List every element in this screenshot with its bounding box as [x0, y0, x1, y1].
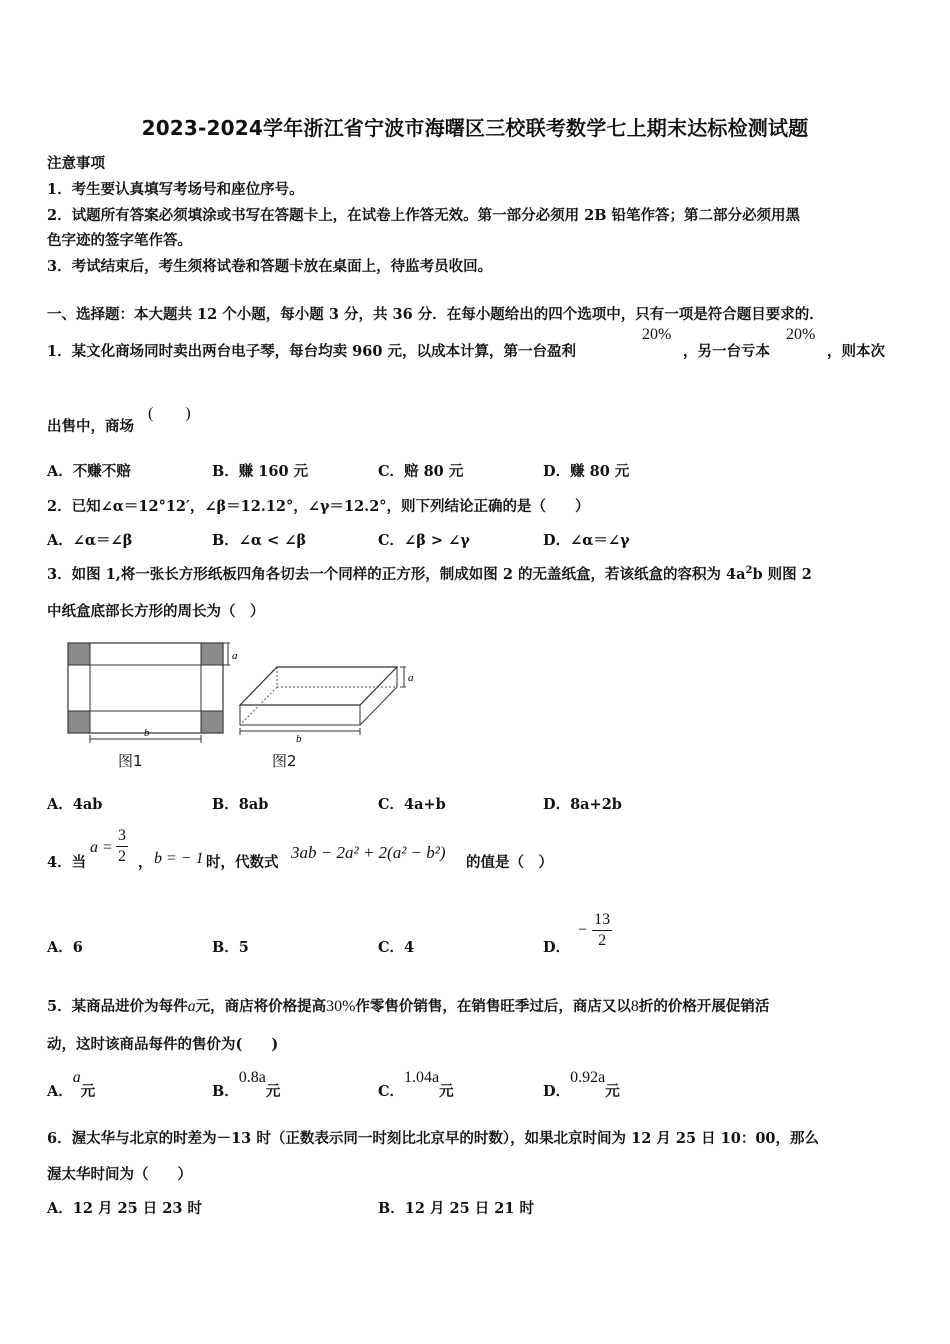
- q4-b-expr: b = − 1: [154, 850, 204, 867]
- q4-option-b: B．5: [212, 939, 249, 956]
- q4-a-var: a =: [90, 839, 113, 856]
- q1-pct1: 20%: [642, 326, 672, 343]
- notice-item: 1．考生要认真填写考场号和座位序号。: [47, 181, 304, 198]
- q4-option-c: C．4: [378, 939, 415, 956]
- q5-option-a: A．a元: [47, 1069, 96, 1100]
- q1-line2: 出售中，商场: [47, 418, 134, 435]
- q2-option-c: C．∠β > ∠γ: [378, 532, 470, 549]
- q3-option-d: D．8a+2b: [543, 796, 622, 813]
- q6-option-b: B．12 月 25 日 21 时: [378, 1200, 535, 1217]
- figure-1: [60, 635, 250, 750]
- q1-paren: ( ): [148, 405, 191, 422]
- q6-line1: 6．渥太华与北京的时差为－13 时（正数表示同一时刻比北京早的时数），如果北京时间为 12 月 25 日 10：00，那么: [47, 1130, 820, 1147]
- q1-option-c: C．赔 80 元: [378, 463, 464, 480]
- q2-option-b: B．∠α < ∠β: [212, 532, 307, 549]
- q5-option-c: C．1.04a元: [378, 1069, 454, 1100]
- q4-prefix: 4．当: [47, 854, 87, 871]
- q6-line2: 渥太华时间为（ ）: [47, 1166, 192, 1183]
- q1-option-b: B．赚 160 元: [212, 463, 309, 480]
- q4-a-frac: $\frac{3}{2}$: [118, 827, 126, 865]
- q1-option-a: A．不赚不赔: [47, 463, 131, 480]
- notice-item: 3．考试结束后，考生须将试卷和答题卡放在桌面上，待监考员收回。: [47, 258, 493, 275]
- page-title: 2023-2024学年浙江省宁波市海曙区三校联考数学七上期末达标检测试题: [141, 116, 809, 140]
- q1-text-2: ，另一台亏本: [683, 343, 770, 360]
- section-heading: 一、选择题：本大题共 12 个小题，每小题 3 分，共 36 分．在每小题给出的四个选项中，只有一项是符合题目要求的．: [47, 306, 824, 323]
- q2-option-d: D．∠α＝∠γ: [543, 532, 630, 549]
- fig1-dim-a: a: [232, 650, 238, 662]
- q3-text: 3．如图 1,将一张长方形纸板四角各切去一个同样的正方形，制成如图 2 的无盖纸盒，若该纸盒的容积为 $4a^2b$ 则图 2: [47, 565, 812, 583]
- q4-mid: 时，代数式: [206, 854, 279, 871]
- notice-heading: 注意事项: [47, 155, 105, 172]
- q5-option-d: D．0.92a元: [543, 1069, 620, 1100]
- figure-2: [232, 655, 422, 745]
- fig2-dim-a: a: [408, 672, 414, 684]
- notice-item: 2．试题所有答案必须填涂或书写在答题卡上，在试卷上作答无效。第一部分必须用 2B 铅笔作答；第二部分必须用黑: [47, 207, 801, 224]
- q4-option-d-value: − $\frac{13}{2}$: [578, 911, 611, 949]
- fig1-dim-b: b: [144, 727, 150, 739]
- q5-option-b: B．0.8a元: [212, 1069, 281, 1100]
- figure-2-label: 图2: [272, 752, 297, 770]
- q1-pct2: 20%: [786, 326, 816, 343]
- q1-option-d: D．赚 80 元: [543, 463, 630, 480]
- q3-option-b: B．8ab: [212, 796, 269, 813]
- q3-option-c: C．4a+b: [378, 796, 446, 813]
- q4-expression: 3ab − 2a² + 2(a² − b²): [291, 843, 446, 862]
- q2-option-a: A．∠α＝∠β: [47, 532, 133, 549]
- q3-line2: 中纸盒底部长方形的周长为（ ）: [47, 603, 265, 620]
- q4-option-a: A．6: [47, 939, 83, 956]
- q4-suffix: 的值是（ ）: [466, 854, 553, 871]
- q1-text: 1．某文化商场同时卖出两台电子琴，每台均卖 960 元，以成本计算，第一台盈利: [47, 343, 576, 360]
- q5-line2: 动，这时该商品每件的售价为( ): [47, 1036, 279, 1053]
- q2-text: 2．已知∠α＝12°12′，∠β＝12.12°，∠γ＝12.2°，则下列结论正确的是（ ）: [47, 498, 590, 515]
- q4-option-d: D．: [543, 939, 571, 956]
- q5-line1: 5．某商品进价为每件a元，商店将价格提高30%作零售价销售，在销售旺季过后，商店又以8折的价格开展促销活: [47, 998, 770, 1015]
- q6-option-a: A．12 月 25 日 23 时: [47, 1200, 203, 1217]
- q3-option-a: A．4ab: [47, 796, 103, 813]
- figure-1-label: 图1: [118, 752, 143, 770]
- notice-item: 色字迹的签字笔作答。: [47, 232, 192, 249]
- fig2-dim-b: b: [296, 733, 302, 745]
- q1-text-3: ，则本次: [827, 343, 885, 360]
